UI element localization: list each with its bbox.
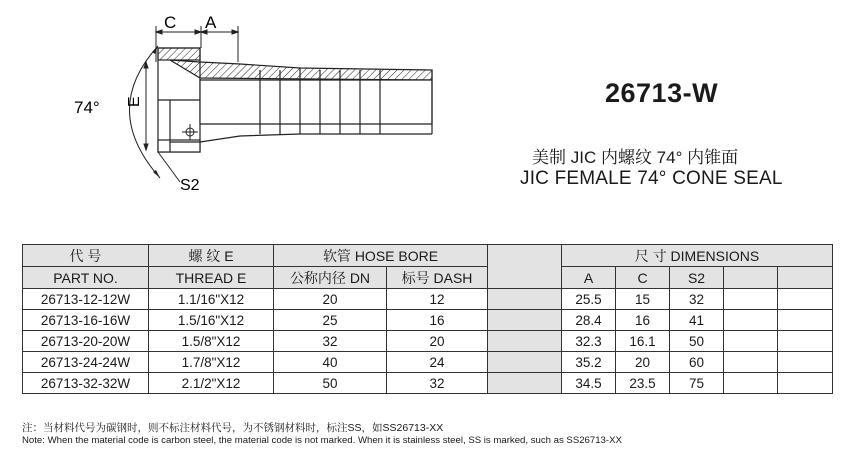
cell-empty <box>778 352 833 373</box>
cell-a: 35.2 <box>562 352 616 373</box>
cell-s2: 41 <box>670 310 724 331</box>
fitting-body <box>158 48 432 152</box>
cell-s2: 60 <box>670 352 724 373</box>
dim-s2-label: S2 <box>180 177 200 194</box>
cell-part-no: 26713-24-24W <box>23 352 149 373</box>
cell-a: 25.5 <box>562 289 616 310</box>
cell-dash: 32 <box>387 373 488 394</box>
description-chinese: 美制 JIC 内螺纹 74° 内锥面 <box>532 148 739 167</box>
header-c: C <box>616 267 670 289</box>
header-s2: S2 <box>670 267 724 289</box>
dim-a-label: A <box>205 13 217 32</box>
header-thread-en: THREAD E <box>149 267 274 289</box>
cell-thread: 1.5/16"X12 <box>149 310 274 331</box>
cell-dn: 20 <box>274 289 387 310</box>
cell-c: 23.5 <box>616 373 670 394</box>
cell-dn: 25 <box>274 310 387 331</box>
cell-thread: 1.1/16"X12 <box>149 289 274 310</box>
header-dimensions: 尺 寸 DIMENSIONS <box>562 245 833 267</box>
table-row <box>23 352 833 373</box>
cell-empty <box>724 289 778 310</box>
cell-s2: 50 <box>670 331 724 352</box>
header-empty-2 <box>778 267 833 289</box>
dim-e-label: E <box>126 96 143 107</box>
header-row-2 <box>23 267 833 289</box>
header-blank <box>488 245 562 289</box>
angle-label: 74° <box>74 98 100 117</box>
cell-dash: 24 <box>387 352 488 373</box>
cell-blank <box>488 289 562 310</box>
header-empty-1 <box>724 267 778 289</box>
header-part-cn: 代 号 <box>23 245 149 267</box>
cell-blank <box>488 331 562 352</box>
cell-dn: 40 <box>274 352 387 373</box>
dimension-e <box>144 62 148 150</box>
cell-thread: 1.7/8"X12 <box>149 352 274 373</box>
cell-dn: 32 <box>274 331 387 352</box>
table-row <box>23 331 833 352</box>
cell-empty <box>724 352 778 373</box>
note-chinese: 注：当材料代号为碳钢时，则不标注材料代号，为不锈钢材料时，标注SS，如SS26713-XX <box>22 422 444 434</box>
header-a: A <box>562 267 616 289</box>
cell-a: 32.3 <box>562 331 616 352</box>
cell-s2: 75 <box>670 373 724 394</box>
cell-blank <box>488 373 562 394</box>
description-english: JIC FEMALE 74° CONE SEAL <box>520 168 783 189</box>
cell-c: 20 <box>616 352 670 373</box>
table-row <box>23 310 833 331</box>
cell-empty <box>778 310 833 331</box>
header-part-en: PART NO. <box>23 267 149 289</box>
cell-a: 34.5 <box>562 373 616 394</box>
cell-empty <box>724 310 778 331</box>
cell-blank <box>488 352 562 373</box>
cell-s2: 32 <box>670 289 724 310</box>
part-number-title: 26713-W <box>605 78 719 108</box>
s2-leader <box>158 152 180 182</box>
note-english: Note: When the material code is carbon steel, the material code is not marked. When it is stainless steel, SS is marked, such as SS26713-XX <box>22 435 622 446</box>
cell-empty <box>778 331 833 352</box>
header-dash: 标号 DASH <box>387 267 488 289</box>
cell-dash: 12 <box>387 289 488 310</box>
cell-empty <box>778 373 833 394</box>
spec-table <box>22 244 833 394</box>
title-block <box>470 0 850 232</box>
cell-a: 28.4 <box>562 310 616 331</box>
header-hose-bore: 软管 HOSE BORE <box>274 245 488 267</box>
fitting-drawing <box>0 0 470 232</box>
cell-part-no: 26713-20-20W <box>23 331 149 352</box>
cell-empty <box>724 373 778 394</box>
cell-dash: 16 <box>387 310 488 331</box>
cell-part-no: 26713-32-32W <box>23 373 149 394</box>
cell-thread: 1.5/8"X12 <box>149 331 274 352</box>
cell-dn: 50 <box>274 373 387 394</box>
cell-part-no: 26713-16-16W <box>23 310 149 331</box>
cell-dash: 20 <box>387 331 488 352</box>
table-row <box>23 289 833 310</box>
cell-empty <box>724 331 778 352</box>
header-row-1 <box>23 245 833 267</box>
cell-c: 16 <box>616 310 670 331</box>
table-row <box>23 373 833 394</box>
cell-c: 15 <box>616 289 670 310</box>
cell-c: 16.1 <box>616 331 670 352</box>
cell-empty <box>778 289 833 310</box>
header-dn: 公称内径 DN <box>274 267 387 289</box>
cell-blank <box>488 310 562 331</box>
dim-c-label: C <box>164 13 177 32</box>
cell-thread: 2.1/2"X12 <box>149 373 274 394</box>
header-thread-cn: 螺 纹 E <box>149 245 274 267</box>
cell-part-no: 26713-12-12W <box>23 289 149 310</box>
